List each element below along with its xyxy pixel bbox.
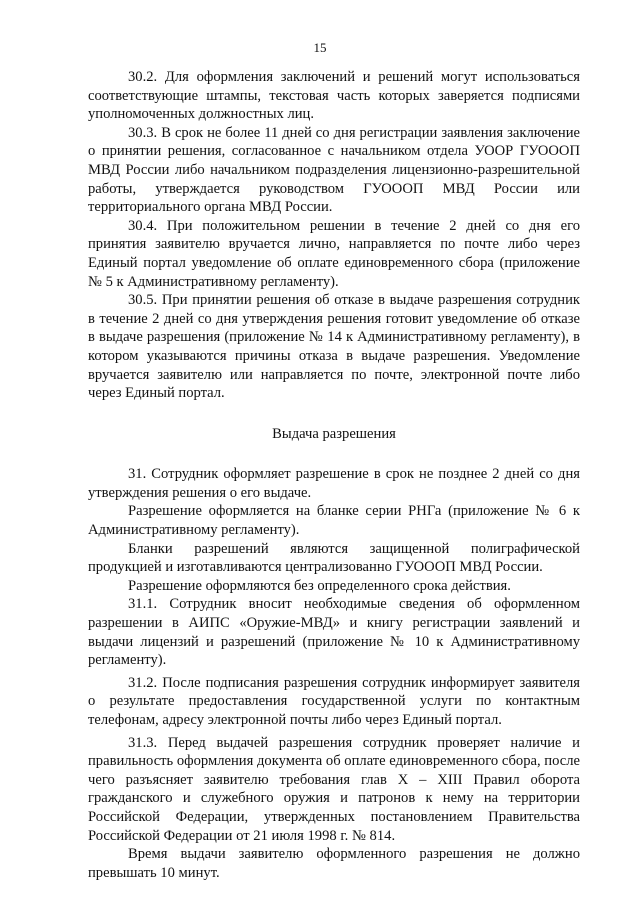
paragraph-blanks-protected: Бланки разрешений являются защищенной полиграфической продукцией и изготавливаются централизованно ГУОООП МВД России. — [88, 540, 580, 576]
page-number: 15 — [313, 40, 327, 55]
section-heading: Выдача разрешения — [272, 425, 396, 442]
paragraph-31-1: 31.1. Сотрудник вносит необходимые сведения об оформленном разрешении в АИПС «Оружие-МВД» и книгу регистрации заявлений и выдачи лицензий и разрешений (приложение № 10 к Административному регламенту). — [88, 596, 580, 669]
paragraph-issue-time: Время выдачи заявителю оформленного разрешения не должно превышать 10 минут. — [88, 846, 580, 881]
paragraph-30-4: 30.4. При положительном решении в течение 2 дней со дня его принятия заявителю вручается лично, направляется по почте либо через Единый портал уведомление об оплате единовременного сбора (приложение № 5 к Административному регламенту). — [88, 217, 580, 290]
paragraph-30-2: 30.2. Для оформления заключений и решений могут использоваться соответствующие штампы, текстовая часть которых заверяется подписями уполномоченных должностных лиц. — [88, 69, 580, 123]
document-body — [88, 68, 580, 882]
paragraph-blank-series: Разрешение оформляется на бланке серии РНГа (приложение № 6 к Административному регламенту). — [88, 503, 580, 539]
paragraph-no-expiry: Разрешение оформляются без определенного срока действия. — [128, 577, 511, 594]
paragraph-31: 31. Сотрудник оформляет разрешение в срок не позднее 2 дней со дня утверждения решения о его выдаче. — [88, 466, 580, 501]
paragraph-31-2: 31.2. После подписания разрешения сотрудник информирует заявителя о результате предоставления государственной услуги по контактным телефонам, адресу электронной почты либо через Единый портал. — [88, 674, 580, 728]
paragraph-30-3: 30.3. В срок не более 11 дней со дня регистрации заявления заключение о принятии решения, согласованное с начальником отдела УООР ГУОООП МВД России либо начальником подразделения лицензионно-разрешительной работы, утверждается руководством ГУОООП МВД России или территориального органа МВД России. — [88, 124, 580, 216]
paragraph-30-5: 30.5. При принятии решения об отказе в выдаче разрешения сотрудник в течение 2 дней со дня утверждения решения готовит уведомление об отказе в выдаче разрешения (приложение № 14 к Административному регламенту), в котором указываются причины отказа в выдаче разрешения. Уведомление вручается заявителю или направляется по почте, электронной почте либо через Единый портал. — [88, 292, 580, 402]
paragraph-31-3: 31.3. Перед выдачей разрешения сотрудник проверяет наличие и правильность оформления документа об оплате единовременного сбора, после чего разъясняет заявителю требования глав X – XIII Правил оборота гражданского и служебного оружия и патронов к нему на территории Российской Федерации, утвержденных постановлением Правительства Российской Федерации от 21 июля 1998 г. № 814. — [88, 734, 580, 844]
